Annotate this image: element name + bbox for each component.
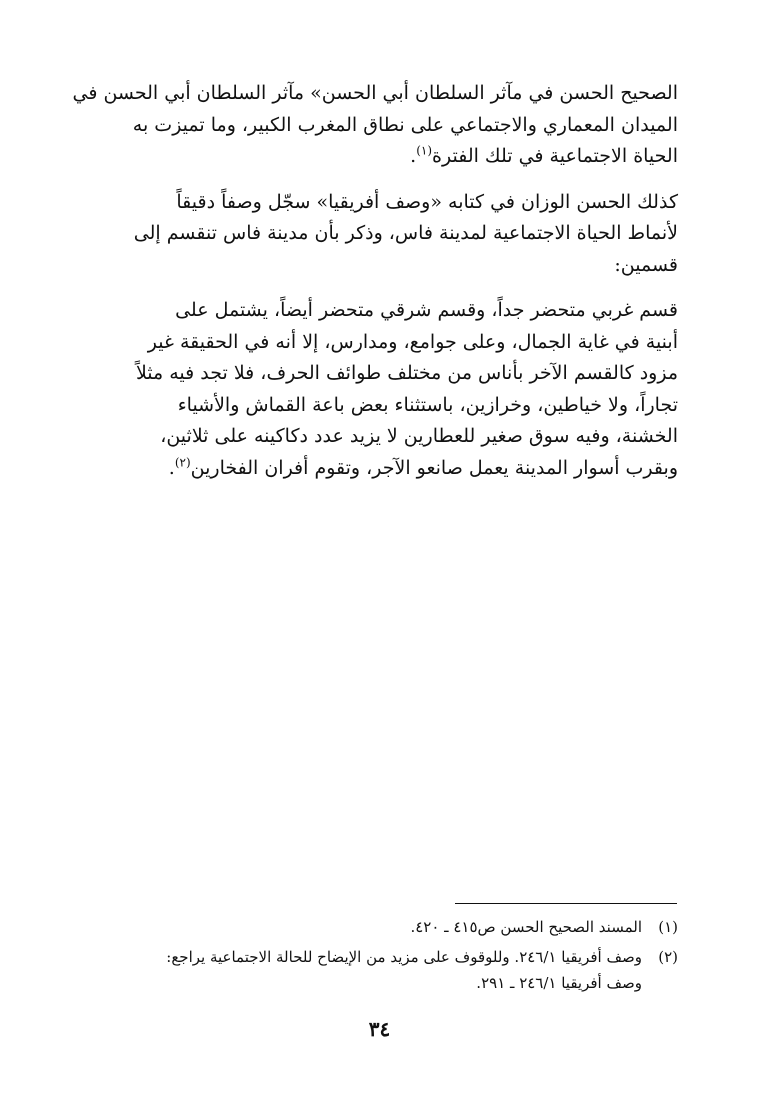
- footnote-2: [48, 944, 678, 996]
- main-text: [48, 78, 678, 498]
- page-number: ٣٤: [368, 1017, 391, 1041]
- footnote-text: [48, 914, 642, 940]
- footnote-text: [48, 944, 642, 996]
- footnote-reference-2[interactable]: (٢): [174, 455, 191, 470]
- paragraph-1: [48, 78, 678, 173]
- paragraph-line: مزود كالقسم الآخر بأناس من مختلف طوائف الحرف، فلا تجد فيه مثلاً: [135, 362, 678, 384]
- paragraph-line: قسمين:: [614, 253, 678, 276]
- sentence-end: .: [168, 456, 175, 479]
- sentence-end: .: [410, 145, 417, 167]
- footnote-line: المسند الصحيح الحسن ص٤١٥ ـ ٤٢٠.: [410, 918, 642, 936]
- paragraph-line: لأنماط الحياة الاجتماعية لمدينة فاس، وذكر بأن مدينة فاس تنقسم إلى: [133, 222, 678, 244]
- paragraph-line: قسم غربي متحضر جداً، وقسم شرقي متحضر أيضاً، يشتمل على: [175, 299, 678, 321]
- footnote-number: (٢): [658, 948, 678, 966]
- paragraph-2: [48, 187, 678, 282]
- paragraph-line: [48, 453, 678, 485]
- footnote-divider: [455, 903, 677, 904]
- paragraph-line: أبنية في غاية الجمال، وعلى جوامع، ومدارس، إلا أنه في الحقيقة غير: [147, 330, 678, 353]
- paragraph-line: [48, 141, 678, 173]
- paragraph-line-text: وبقرب أسوار المدينة يعمل صانعو الآجر، وتقوم أفران الفخارين: [190, 456, 678, 479]
- paragraph-line-text: الحياة الاجتماعية في تلك الفترة: [432, 145, 678, 167]
- paragraph-line: تجاراً، ولا خياطين، وخرازين، باستثناء بعض باعة القماش والأشياء: [177, 393, 678, 416]
- footnotes-section: [48, 914, 678, 1000]
- paragraph-line: الخشنة، وفيه سوق صغير للعطارين لا يزيد عدد دكاكينه على ثلاثين،: [160, 425, 678, 447]
- paragraph-line: الميدان المعماري والاجتماعي على نطاق المغرب الكبير، وما تميزت به: [132, 113, 678, 136]
- footnote-line: وصف أفريقيا ٢٤٦/١ ـ ٢٩١.: [476, 974, 642, 992]
- footnote-number: (١): [658, 918, 678, 936]
- footnote-1: [48, 914, 678, 940]
- paragraph-line: كذلك الحسن الوزان في كتابه «وصف أفريقيا» سجّل وصفاً دقيقاً: [176, 190, 678, 213]
- footnote-line: وصف أفريقيا ٢٤٦/١. وللوقوف على مزيد من الإيضاح للحالة الاجتماعية يراجع:: [166, 948, 642, 966]
- paragraph-line: الصحيح الحسن في مآثر السلطان أبي الحسن» مآثر السلطان أبي الحسن في: [72, 82, 678, 104]
- footnote-reference-1[interactable]: (١): [416, 143, 433, 158]
- paragraph-3: [48, 295, 678, 484]
